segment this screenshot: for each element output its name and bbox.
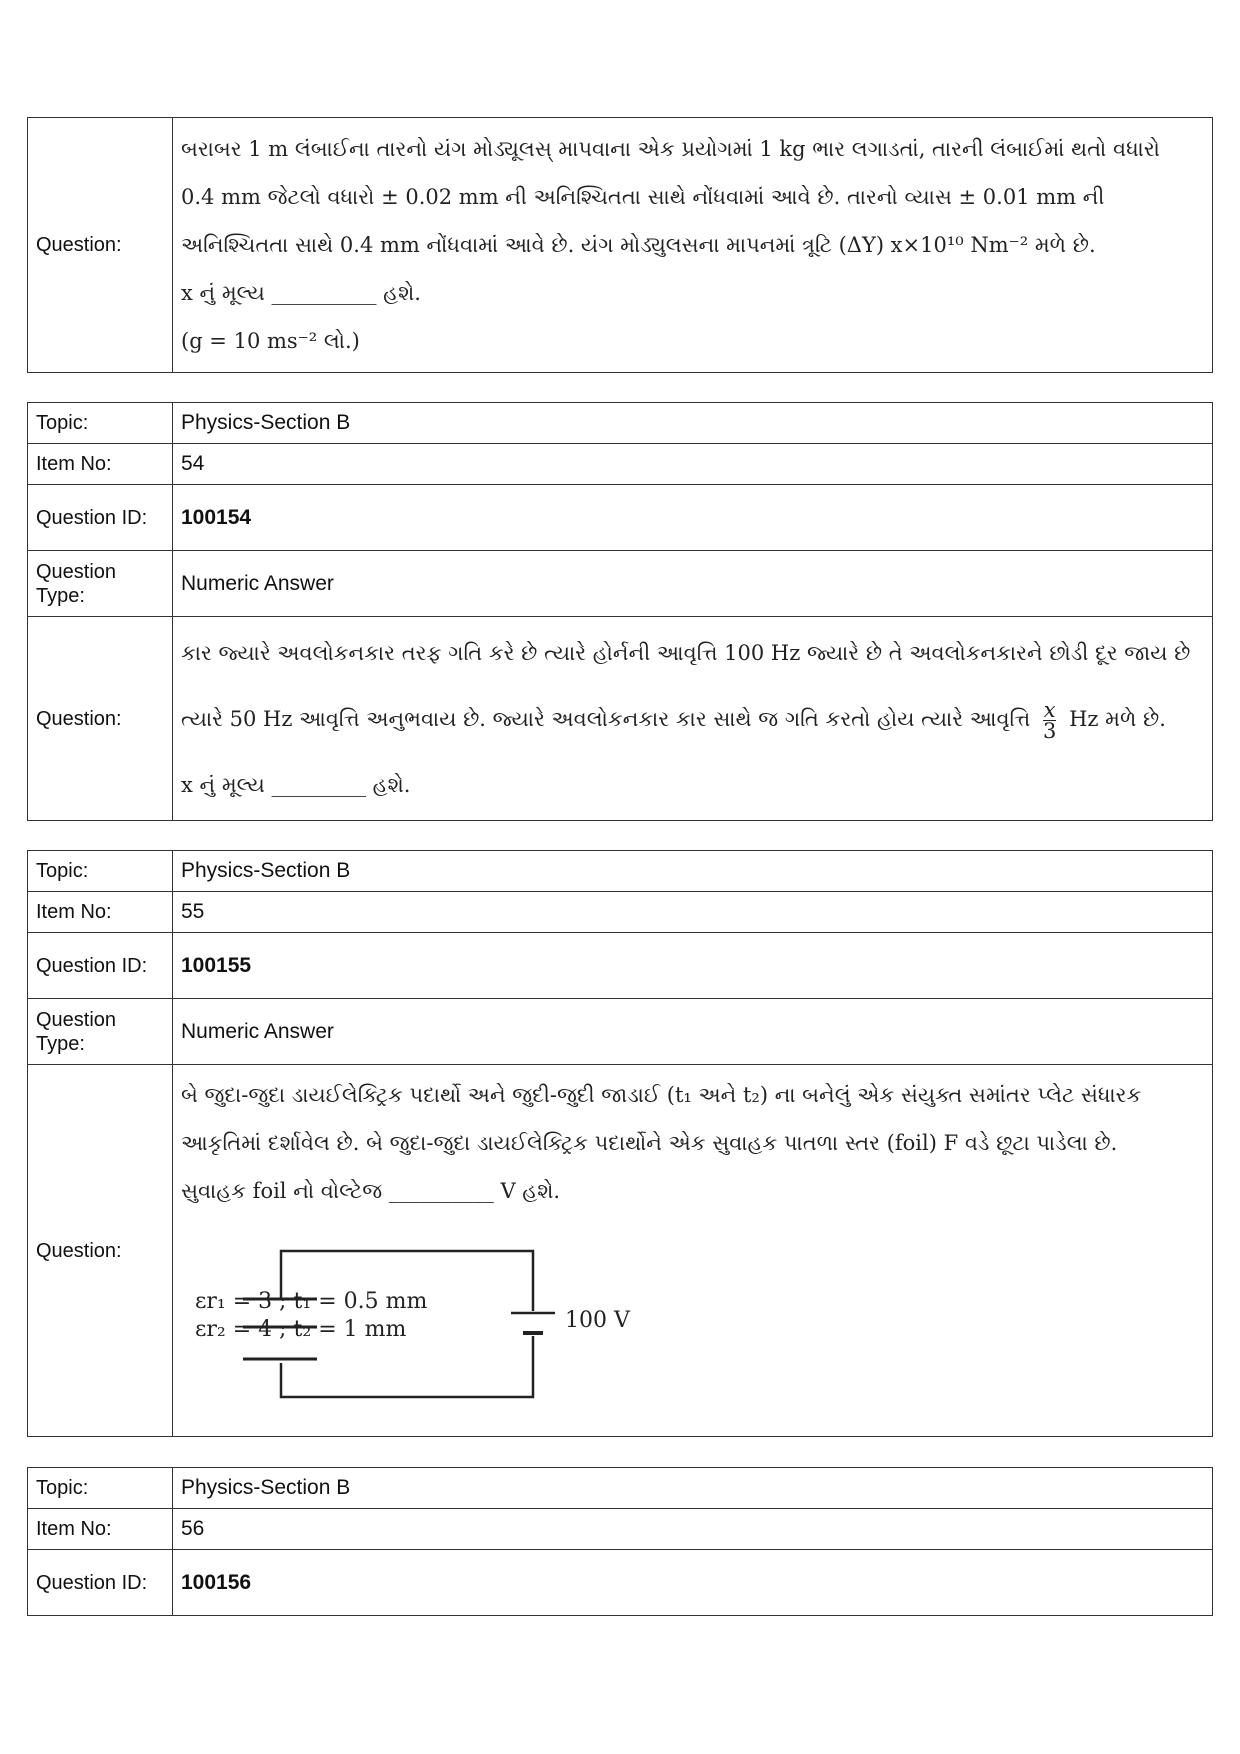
question-label: Question: — [28, 617, 173, 821]
question-line: બરાબર 1 m લંબાઈના તારનો યંગ મોડ્યૂલસ્ માપવાના એક પ્રયોગમાં 1 kg ભાર લગાડતાં, તારની લંબાઈમાં થતો વધારો — [181, 137, 1160, 161]
question-line: 0.4 mm જેટલો વધારો ± 0.02 mm ની અનિશ્ચિતતા સાથે નોંધવામાં આવે છે. તારનો વ્યાસ ± 0.01 mm ની — [181, 185, 1105, 209]
battery-voltage-label: 100 V — [565, 1308, 630, 1333]
item-no-value: 54 — [173, 444, 1213, 485]
question-type-value: Numeric Answer — [173, 999, 1213, 1065]
question-line — [181, 686, 1204, 752]
fraction-numerator: x — [1043, 697, 1056, 722]
question-line: (g = 10 ms⁻² લો.) — [181, 329, 360, 353]
question-block-53 — [27, 117, 1213, 373]
question-block-55 — [27, 850, 1213, 1437]
question-id-label: Question ID: — [28, 1550, 173, 1616]
dielectric-2-label: εr₂ = 4 ; t₂ = 1 mm — [195, 1317, 407, 1342]
question-block-54 — [27, 402, 1213, 821]
item-no-value: 56 — [173, 1509, 1213, 1550]
item-no-label: Item No: — [28, 444, 173, 485]
question-type-label: Question Type: — [28, 999, 173, 1065]
topic-value: Physics-Section B — [173, 851, 1213, 892]
question-type-value: Numeric Answer — [173, 551, 1213, 617]
topic-value: Physics-Section B — [173, 403, 1213, 444]
question-line: કાર જ્યારે અવલોકનકાર તરફ ગતિ કરે છે ત્યારે હોર્નની આવૃત્તિ 100 Hz જ્યારે છે તે અવલોકનકારને છોડી દૂર જાય છે — [181, 640, 1191, 665]
question-label: Question: — [28, 1065, 173, 1437]
question-label: Question: — [28, 118, 173, 373]
question-id-value: 100154 — [173, 485, 1213, 551]
topic-label: Topic: — [28, 403, 173, 444]
question-line: આકૃતિમાં દર્શાવેલ છે. બે જુદા-જુદા ડાયઈલેક્ટ્રિક પદાર્થોને એક સુવાહક પાતળા સ્તર (foil) F વડે છૂટા પાડેલા છે. — [181, 1131, 1118, 1155]
item-no-label: Item No: — [28, 892, 173, 933]
question-id-value: 100156 — [173, 1550, 1213, 1616]
question-line: અનિશ્ચિતતા સાથે 0.4 mm નોંધવામાં આવે છે. યંગ મોડ્યુલસના માપનમાં ત્રૂટિ (ΔY) x×10¹⁰ Nm⁻² મળે છે. — [181, 233, 1096, 257]
question-line: x નું મૂલ્ય __________ હશે. — [181, 281, 421, 305]
question-text — [173, 617, 1213, 821]
question-id-label: Question ID: — [28, 933, 173, 999]
question-line: બે જુદા-જુદા ડાયઈલેક્ટ્રિક પદાર્થો અને જુદી-જુદી જાડાઈ (t₁ અને t₂) ના બનેલું એક સંયુક્ત સમાંતર પ્લેટ સંધારક — [181, 1083, 1142, 1107]
fraction-x-over-3 — [1043, 697, 1057, 743]
question-block-56 — [27, 1467, 1213, 1616]
topic-value: Physics-Section B — [173, 1468, 1213, 1509]
topic-label: Topic: — [28, 1468, 173, 1509]
question-text — [173, 1065, 1213, 1437]
question-line-part: ત્યારે 50 Hz આવૃત્તિ અનુભવાય છે. જ્યારે અવલોકનકાર કાર સાથે જ ગતિ કરતો હોય ત્યારે આવૃત્તિ — [181, 706, 1031, 731]
question-line: સુવાહક foil નો વોલ્ટેજ __________ V હશે. — [181, 1179, 561, 1203]
dielectric-1-label: εr₁ = 3 ; t₁ = 0.5 mm — [195, 1289, 428, 1314]
question-line-part: Hz મળે છે. — [1069, 706, 1166, 731]
question-id-value: 100155 — [173, 933, 1213, 999]
topic-label: Topic: — [28, 851, 173, 892]
item-no-label: Item No: — [28, 1509, 173, 1550]
question-id-label: Question ID: — [28, 485, 173, 551]
question-type-label: Question Type: — [28, 551, 173, 617]
question-line: x નું મૂલ્ય _________ હશે. — [181, 772, 411, 797]
question-text — [173, 118, 1213, 373]
fraction-denominator: 3 — [1043, 718, 1057, 743]
item-no-value: 55 — [173, 892, 1213, 933]
capacitor-circuit-figure — [181, 1221, 701, 1421]
